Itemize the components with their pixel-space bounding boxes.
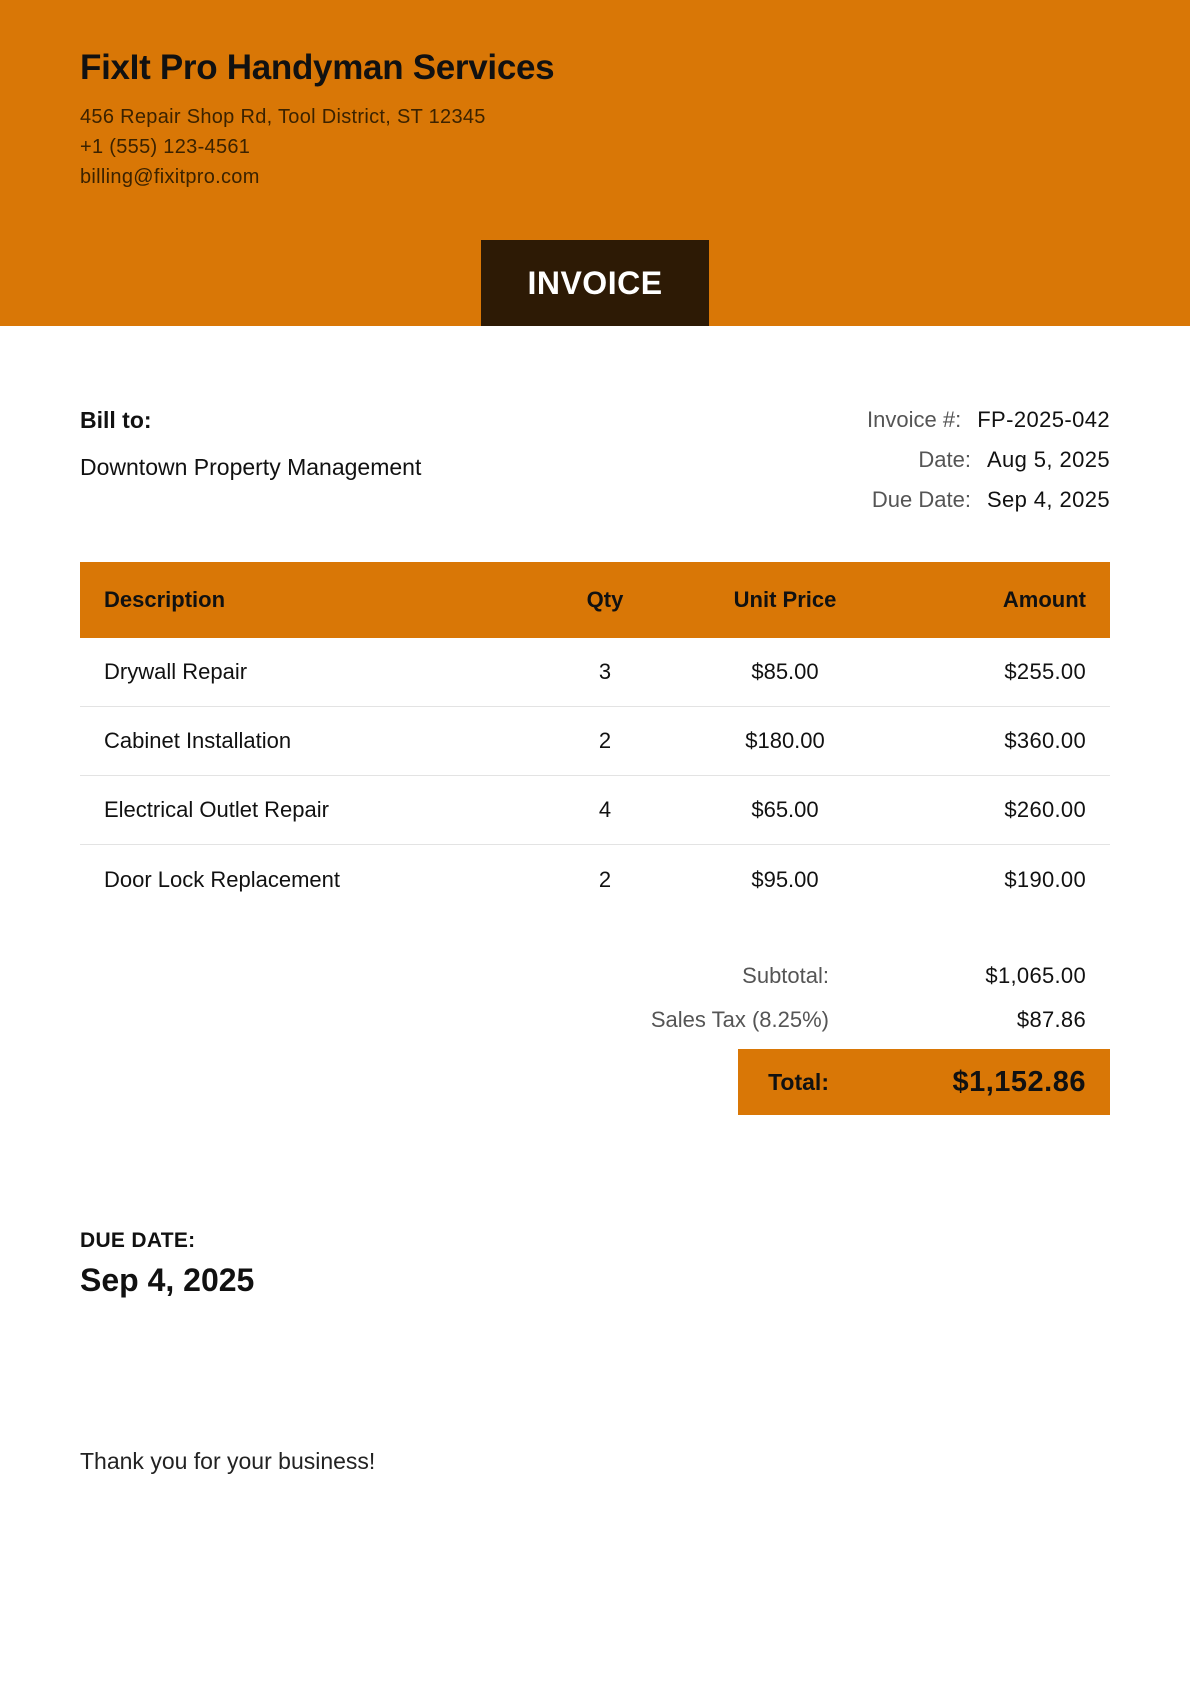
invoice-number: FP-2025-042 (977, 407, 1110, 432)
header-qty: Qty (586, 587, 624, 612)
due-date-row (872, 487, 1110, 513)
tax-value: $87.86 (1016, 1007, 1086, 1032)
due-section-date: Sep 4, 2025 (80, 1262, 255, 1298)
item-description: Drywall Repair (104, 659, 248, 684)
table-row (80, 638, 1110, 707)
item-unit-price: $95.00 (751, 866, 819, 892)
table-row (80, 707, 1110, 776)
invoice-header (0, 0, 1190, 326)
total-label: Total: (768, 1068, 829, 1095)
tax-label: Sales Tax (8.25%) (650, 1007, 829, 1032)
total-value: $1,152.86 (952, 1065, 1086, 1098)
item-unit-price: $180.00 (745, 728, 825, 753)
item-qty: 4 (598, 797, 612, 822)
item-qty: 3 (598, 659, 612, 684)
subtotal-value: $1,065.00 (985, 963, 1086, 988)
tax-row (580, 1007, 1086, 1033)
invoice-number-row (867, 407, 1110, 433)
company-address: 456 Repair Shop Rd, Tool District, ST 12345 (80, 106, 486, 128)
thank-you-note: Thank you for your business! (80, 1448, 376, 1474)
table-row (80, 776, 1110, 845)
item-amount: $255.00 (1004, 659, 1086, 684)
bill-to-name: Downtown Property Management (80, 454, 422, 480)
line-items-table (80, 562, 1110, 914)
header-unit-price: Unit Price (733, 587, 837, 612)
header-amount: Amount (1002, 587, 1086, 612)
item-qty: 2 (598, 866, 612, 892)
item-unit-price: $85.00 (751, 659, 819, 684)
item-amount: $260.00 (1004, 797, 1086, 822)
invoice-date: Aug 5, 2025 (986, 447, 1110, 472)
document-title: INVOICE (481, 240, 709, 326)
due-date-value: Sep 4, 2025 (986, 487, 1110, 512)
subtotal-label: Subtotal: (742, 963, 829, 988)
item-unit-price: $65.00 (751, 797, 819, 822)
item-amount: $360.00 (1004, 728, 1086, 753)
item-description: Cabinet Installation (104, 728, 292, 753)
invoice-number-label: Invoice #: (867, 407, 962, 432)
company-email: billing@fixitpro.com (80, 166, 260, 188)
bill-to-label: Bill to: (80, 407, 152, 433)
due-section-label: DUE DATE: (80, 1229, 196, 1252)
header-description: Description (104, 587, 226, 612)
invoice-date-row (918, 447, 1110, 473)
table-header (80, 562, 1110, 638)
item-description: Electrical Outlet Repair (104, 797, 329, 822)
invoice-date-label: Date: (918, 447, 971, 472)
total-box (738, 1049, 1110, 1115)
company-phone: +1 (555) 123-4561 (80, 136, 251, 158)
item-description: Door Lock Replacement (104, 866, 341, 892)
table-row (80, 845, 1110, 914)
company-name: FixIt Pro Handyman Services (80, 48, 555, 87)
due-date-label: Due Date: (871, 487, 971, 512)
item-qty: 2 (598, 728, 612, 753)
item-amount: $190.00 (1004, 866, 1086, 892)
subtotal-row (580, 963, 1086, 989)
